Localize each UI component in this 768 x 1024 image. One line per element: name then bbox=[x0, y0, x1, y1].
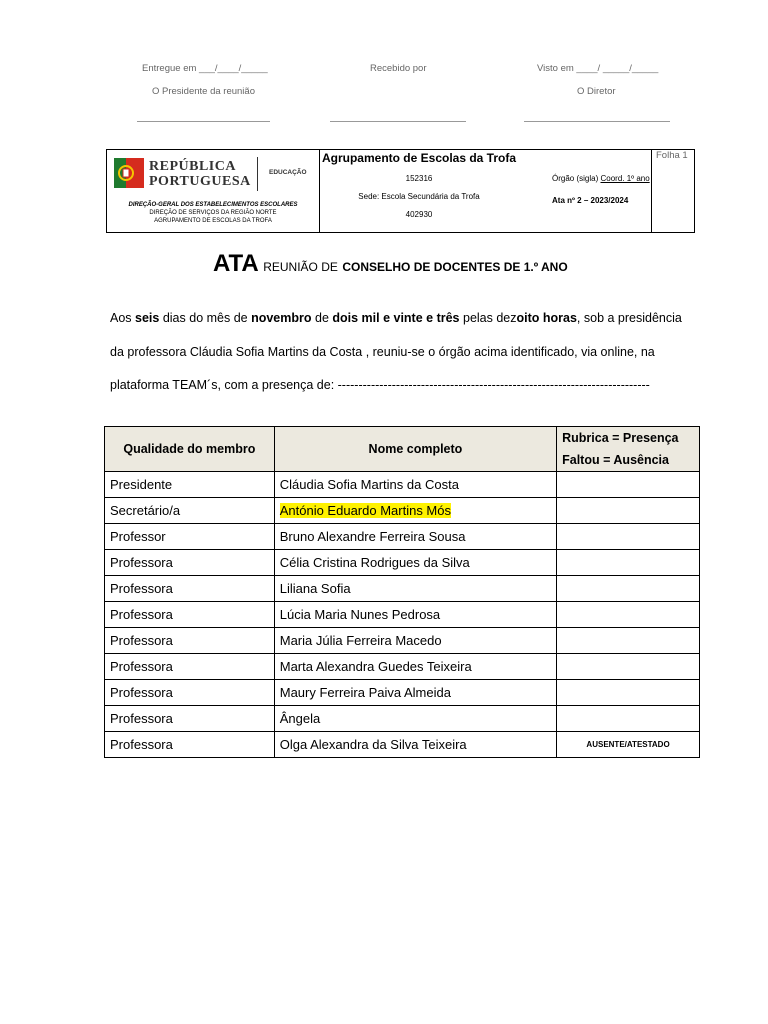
signature-line-director bbox=[524, 121, 670, 122]
school-code2: 402930 bbox=[405, 210, 433, 219]
row-role: Professora bbox=[105, 576, 275, 602]
row-signature[interactable] bbox=[557, 602, 700, 628]
row-name: Marta Alexandra Guedes Teixeira bbox=[274, 654, 556, 680]
paragraph-line-3: plataforma TEAM´s, com a presença de: --------------------------------------------------------------------------- bbox=[110, 378, 650, 392]
table-row bbox=[105, 654, 700, 680]
col-signature-header bbox=[557, 427, 700, 472]
row-signature[interactable] bbox=[557, 680, 700, 706]
received-by: Recebido por bbox=[370, 63, 427, 74]
signature-line-president bbox=[137, 121, 270, 122]
paragraph-line-1: Aos seis dias do mês de novembro de dois mil e vinte e três pelas dezoito horas, sob a presidência bbox=[110, 311, 682, 325]
school-sede: Sede: Escola Secundária da Trofa bbox=[358, 192, 480, 201]
table-row bbox=[105, 524, 700, 550]
row-name: Bruno Alexandre Ferreira Sousa bbox=[274, 524, 556, 550]
dges-line: DIREÇÃO-GERAL DOS ESTABELECIMENTOS ESCOLARES bbox=[128, 202, 298, 208]
table-row bbox=[105, 706, 700, 732]
signature-header-line1: Rubrica = Presença bbox=[562, 431, 679, 445]
col-name-header: Nome completo bbox=[274, 427, 556, 472]
title-prefix: REUNIÃO DE bbox=[263, 260, 338, 274]
row-name: Ângela bbox=[274, 706, 556, 732]
members-table bbox=[104, 426, 700, 758]
school-info-cell bbox=[319, 150, 652, 232]
row-role: Professora bbox=[105, 706, 275, 732]
table-row bbox=[105, 550, 700, 576]
table-row bbox=[105, 602, 700, 628]
row-name: Olga Alexandra da Silva Teixeira bbox=[274, 732, 556, 758]
row-signature[interactable] bbox=[557, 498, 700, 524]
row-name: Liliana Sofia bbox=[274, 576, 556, 602]
row-name bbox=[274, 498, 556, 524]
title-suffix: CONSELHO DE DOCENTES DE 1.º ANO bbox=[342, 260, 568, 274]
row-name: Maury Ferreira Paiva Almeida bbox=[274, 680, 556, 706]
col-role-header: Qualidade do membro bbox=[105, 427, 275, 472]
agrupamento-small-line: AGRUPAMENTO DE ESCOLAS DA TROFA bbox=[154, 218, 272, 224]
row-signature[interactable] bbox=[557, 524, 700, 550]
school-code1: 152316 bbox=[405, 174, 433, 183]
republic-line1: REPÚBLICA bbox=[149, 159, 236, 174]
row-name: Célia Cristina Rodrigues da Silva bbox=[274, 550, 556, 576]
republic-logo-cell bbox=[107, 150, 320, 232]
row-status-absent[interactable]: AUSENTE/ATESTADO bbox=[557, 732, 700, 758]
sheet-cell bbox=[651, 150, 694, 232]
logo-divider bbox=[257, 157, 258, 191]
row-signature[interactable] bbox=[557, 654, 700, 680]
document-header bbox=[106, 149, 695, 233]
row-name: Maria Júlia Ferreira Macedo bbox=[274, 628, 556, 654]
republic-line2: PORTUGUESA bbox=[149, 174, 251, 189]
director-label: O Diretor bbox=[577, 86, 616, 97]
highlighted-name: António Eduardo Martins Mós bbox=[279, 503, 451, 518]
row-role: Secretário/a bbox=[105, 498, 275, 524]
row-signature[interactable] bbox=[557, 706, 700, 732]
document-title bbox=[213, 250, 568, 278]
row-name: Cláudia Sofia Martins da Costa bbox=[274, 472, 556, 498]
title-ata: ATA bbox=[213, 250, 259, 277]
ata-number: Ata nº 2 – 2023/2024 bbox=[552, 196, 629, 205]
dsrn-line: DIREÇÃO DE SERVIÇOS DA REGIÃO NORTE bbox=[149, 210, 277, 216]
orgao-line bbox=[552, 174, 650, 183]
signature-line-received bbox=[330, 121, 466, 122]
portugal-flag-icon bbox=[114, 155, 144, 191]
row-signature[interactable] bbox=[557, 472, 700, 498]
delivered-date: Entregue em ___/____/_____ bbox=[142, 63, 268, 74]
sheet-number: Folha 1 bbox=[656, 150, 688, 161]
row-signature[interactable] bbox=[557, 550, 700, 576]
row-role: Professor bbox=[105, 524, 275, 550]
table-row bbox=[105, 732, 700, 758]
table-header-row bbox=[105, 427, 700, 472]
row-role: Presidente bbox=[105, 472, 275, 498]
school-title: Agrupamento de Escolas da Trofa bbox=[321, 151, 517, 165]
table-row bbox=[105, 472, 700, 498]
row-signature[interactable] bbox=[557, 576, 700, 602]
table-row bbox=[105, 680, 700, 706]
table-row bbox=[105, 628, 700, 654]
row-role: Professora bbox=[105, 680, 275, 706]
table-row bbox=[105, 576, 700, 602]
row-role: Professora bbox=[105, 550, 275, 576]
table-row bbox=[105, 498, 700, 524]
row-role: Professora bbox=[105, 732, 275, 758]
paragraph-line-2: da professora Cláudia Sofia Martins da Costa , reuniu-se o órgão acima identificado, via online, na bbox=[110, 345, 655, 359]
row-role: Professora bbox=[105, 628, 275, 654]
seen-date: Visto em ____/ _____/_____ bbox=[537, 63, 659, 74]
education-label: EDUCAÇÃO bbox=[269, 169, 307, 176]
president-label: O Presidente da reunião bbox=[152, 86, 255, 97]
row-role: Professora bbox=[105, 654, 275, 680]
row-role: Professora bbox=[105, 602, 275, 628]
signature-header-line2: Faltou = Ausência bbox=[562, 453, 669, 467]
row-name: Lúcia Maria Nunes Pedrosa bbox=[274, 602, 556, 628]
orgao-label: Órgão (sigla) bbox=[552, 174, 599, 183]
row-signature[interactable] bbox=[557, 628, 700, 654]
orgao-value: Coord. 1º ano bbox=[600, 174, 650, 183]
